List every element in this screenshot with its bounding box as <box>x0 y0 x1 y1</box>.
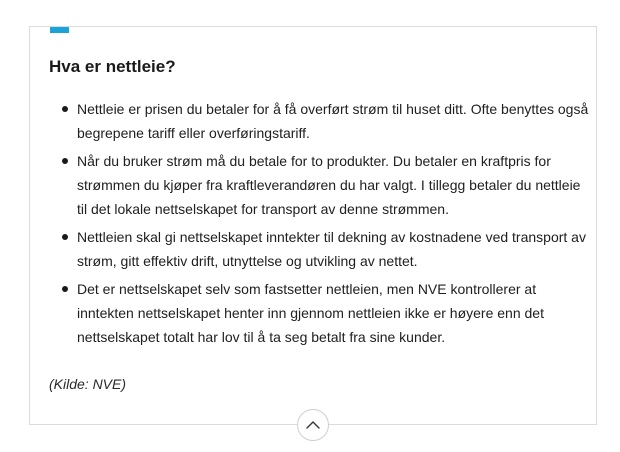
chevron-up-icon <box>306 420 320 429</box>
list-item <box>49 97 589 145</box>
list-item-text: Nettleien skal gi nettselskapet inntekter til dekning av kostnadene ved transport av strøm, gitt effektiv drift, utnyttelse og utvikling av nettet. <box>77 229 586 269</box>
bullet-dot <box>62 158 68 164</box>
list-item <box>49 277 589 349</box>
fact-box <box>29 26 597 425</box>
bullet-list <box>49 97 589 353</box>
collapse-button[interactable] <box>297 409 329 441</box>
list-item-text: Når du bruker strøm må du betale for to produkter. Du betaler en kraftpris for strømmen du kjøper fra kraftleverandøren du har valgt. I tillegg betaler du nettleie til det lokale nettselskapet for transport av denne strømmen. <box>77 153 581 217</box>
bullet-dot <box>62 286 68 292</box>
list-item-text: Nettleie er prisen du betaler for å få overført strøm til huset ditt. Ofte benyttes også begrepene tariff eller overføringstariff. <box>77 101 589 141</box>
bullet-dot <box>62 106 68 112</box>
source-citation: (Kilde: NVE) <box>49 376 127 392</box>
list-item <box>49 225 589 273</box>
list-item <box>49 149 589 221</box>
list-item-text: Det er nettselskapet selv som fastsetter nettleien, men NVE kontrollerer at inntekten nettselskapet henter inn gjennom nettleien ikke er høyere enn det nettselskapet totalt har lov til å ta seg betalt fra sine kunder. <box>77 281 544 345</box>
bullet-dot <box>62 234 68 240</box>
fact-box-title: Hva er nettleie? <box>49 57 176 76</box>
accent-bar <box>50 27 69 33</box>
